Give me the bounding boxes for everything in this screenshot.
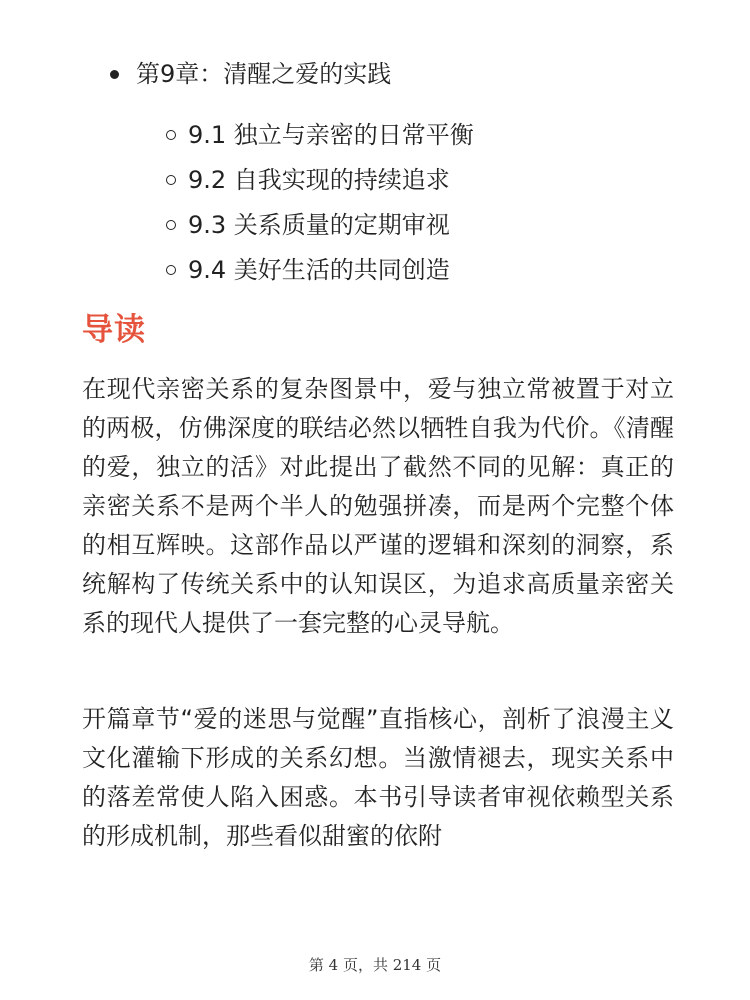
page-number-footer: 第 4 页，共 214 页 [308,956,442,974]
section-title: 9.1 独立与亲密的日常平衡 [188,120,474,149]
section-list-item [166,112,474,157]
circle-bullet-icon [166,265,176,275]
section-title: 9.3 关系质量的定期审视 [188,210,450,239]
section-heading: 导读 [82,312,146,348]
circle-bullet-icon [166,175,176,185]
section-list-item [166,247,474,292]
body-paragraph: 在现代亲密关系的复杂图景中，爱与独立常被置于对立的两极，仿佛深度的联结必然以牺牲自我为代价。《清醒的爱，独立的活》对此提出了截然不同的见解：真正的亲密关系不是两个半人的勉强拼凑，而是两个完整个体的相互辉映。这部作品以严谨的逻辑和深刻的洞察，系统解构了传统关系中的认知误区，为追求高质量亲密关系的现代人提供了一套完整的心灵导航。 [82,375,674,637]
chapter-list-item [110,58,391,90]
body-paragraph: 开篇章节“爱的迷思与觉醒”直指核心，剖析了浪漫主义文化灌输下形成的关系幻想。当激情褪去，现实关系中的落差常使人陷入困惑。本书引导读者审视依赖型关系的形成机制，那些看似甜蜜的依附 [82,705,674,850]
circle-bullet-icon [166,220,176,230]
section-title: 9.2 自我实现的持续追求 [188,165,450,194]
section-list-item [166,157,474,202]
section-list-item [166,202,474,247]
section-title: 9.4 美好生活的共同创造 [188,255,450,284]
section-list [166,112,474,292]
disc-bullet-icon [110,70,119,79]
circle-bullet-icon [166,130,176,140]
chapter-title: 第9章：清醒之爱的实践 [136,60,392,88]
